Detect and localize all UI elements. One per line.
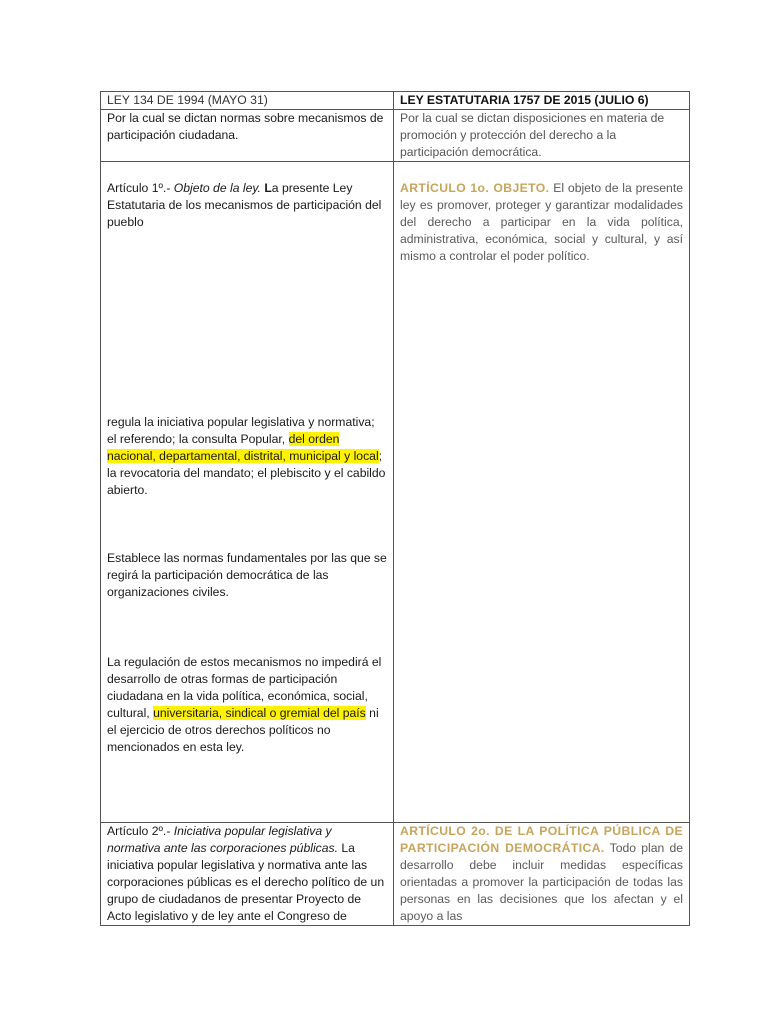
header-row: [101, 92, 690, 110]
art2-left-prefix: Artículo 2º.-: [107, 824, 174, 838]
art1-left-p4: [107, 654, 387, 756]
art1-left-italic: Objeto de la ley.: [173, 181, 261, 195]
art2-left-p: [107, 823, 387, 925]
art2-right-heading: ARTÍCULO 2o. DE LA POLÍTICA PÚBLICA DE PARTICIPACIÓN DEMOCRÁTICA.: [400, 824, 683, 855]
art1-right-text: El objeto de la presente ley es promover, proteger y garantizar modalidades del derecho a participar en la vida política, administrativa, económica, social y cultural, y así mismo a controlar el poder político.: [400, 181, 683, 263]
subtitle-left: Por la cual se dictan normas sobre mecanismos de participación ciudadana.: [107, 111, 384, 142]
highlight-universitaria: universitaria, sindical o gremial del país: [153, 706, 366, 720]
art2-right-text: Todo plan de desarrollo debe incluir medidas específicas orientadas a promover la participación de todas las personas en las decisiones que los afectan y el apoyo a las: [400, 841, 683, 923]
art1-left-p3: Establece las normas fundamentales por las que se regirá la participación democrática de las organizaciones civiles.: [107, 551, 387, 599]
subtitle-right: Por la cual se dictan disposiciones en materia de promoción y protección del derecho a la participación democrática.: [400, 111, 665, 159]
subtitle-row: [101, 110, 690, 162]
article-1-left: [101, 162, 394, 823]
art1-left-prefix: Artículo 1º.-: [107, 181, 174, 195]
art2-right-p: [400, 823, 683, 925]
art1-right-p: [400, 180, 683, 265]
subtitle-left-cell: [101, 110, 394, 162]
art1-left-p2a: regula la iniciativa popular legislativa y normativa; el referendo; la consulta Popular,: [107, 415, 375, 446]
art1-right-heading: ARTÍCULO 1o. OBJETO.: [400, 181, 550, 195]
art1-left-p2b: ; la revocatoria del mandato; el plebiscito y el cabildo abierto.: [107, 449, 386, 497]
art1-left-rest: a presente Ley Estatutaria de los mecanismos de participación del pueblo: [107, 181, 382, 229]
art2-left-italic: Iniciativa popular legislativa y normativa ante las corporaciones públicas.: [107, 824, 339, 855]
art1-left-bold: L: [260, 181, 272, 195]
header-left: LEY 134 DE 1994 (MAYO 31): [101, 92, 394, 110]
header-right: LEY ESTATUTARIA 1757 DE 2015 (JULIO 6): [394, 92, 690, 110]
art1-left-p4a: La regulación de estos mecanismos no impedirá el desarrollo de otras formas de participación ciudadana en la vida política, económica, social, cultural,: [107, 655, 382, 720]
subtitle-right-cell: [394, 110, 690, 162]
comparison-table: [100, 91, 690, 926]
art1-left-p4b: ni el ejercicio de otros derechos políticos no mencionados en esta ley.: [107, 706, 379, 754]
article-2-left: [101, 823, 394, 926]
highlight-orden: del orden nacional, departamental, distrital, municipal y local: [107, 432, 379, 463]
art1-left-p1: [107, 180, 387, 414]
art2-left-text: La iniciativa popular legislativa y normativa ante las corporaciones públicas es el derecho político de un grupo de ciudadanos de presentar Proyecto de Acto legislativo y de ley ante el Congreso de: [107, 841, 385, 923]
article-2-right: [394, 823, 690, 926]
art1-left-p2: [107, 414, 387, 550]
article-1-right: [394, 162, 690, 823]
article-1-row: [101, 162, 690, 823]
article-2-row: [101, 823, 690, 926]
